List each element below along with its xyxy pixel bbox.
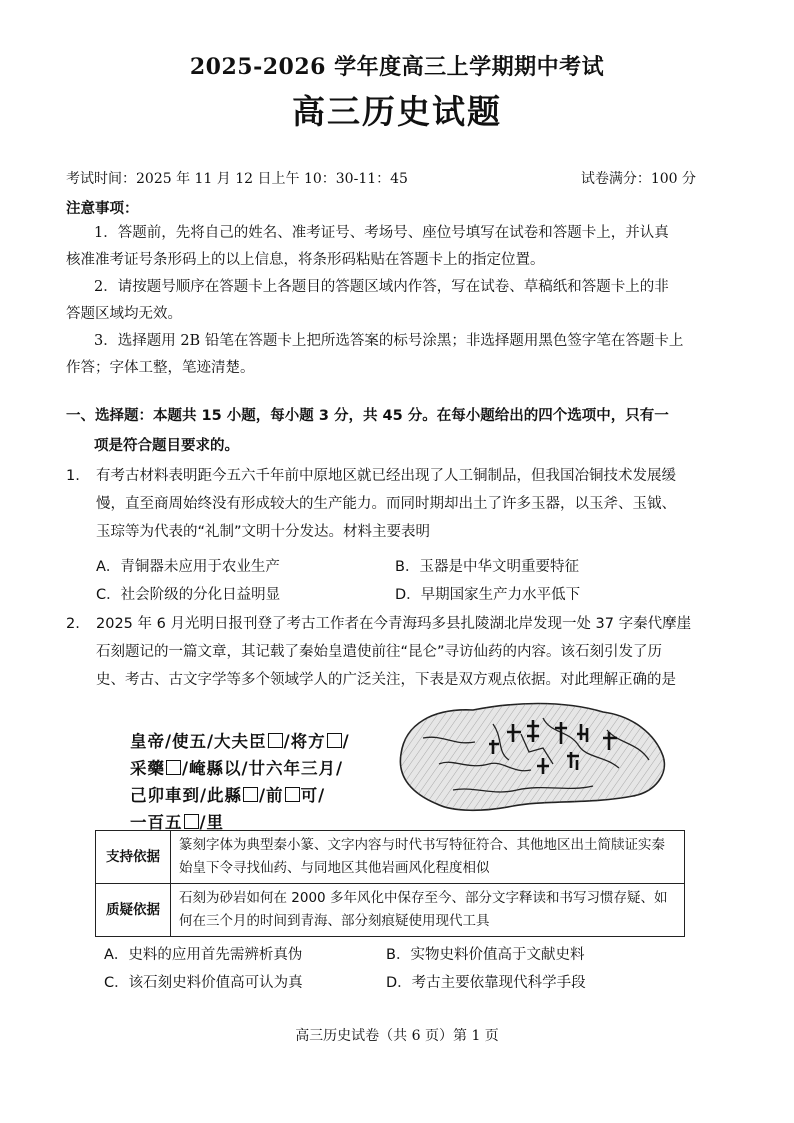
option-b[interactable]: B．玉器是中华文明重要特征 [395, 559, 579, 575]
rock-inscription-image [393, 694, 677, 820]
missing-char-box [327, 733, 342, 748]
notice-line: 1．答题前，先将自己的姓名、准考证号、考场号、座位号填写在试卷和答题卡上，并认真 [94, 225, 669, 241]
support-text: 篆刻字体为典型秦小篆、文字内容与时代书写特征符合、其他地区出土简牍证实秦始皇下令寻找仙药、与同地区其他岩画风化程度相似 [171, 831, 685, 884]
option-b[interactable]: B．实物史料价值高于文献史料 [386, 947, 585, 963]
doubt-label: 质疑依据 [96, 884, 171, 937]
section-heading-cont: 项是符合题目要求的。 [94, 438, 239, 454]
full-score: 试卷满分：100 分 [580, 171, 696, 187]
notice-line: 作答；字体工整，笔迹清楚。 [66, 360, 255, 376]
inscription-transcription [130, 728, 390, 836]
inscription-line: 皇帝/使五/大夫臣 /将方 / [130, 732, 350, 751]
question-text: 慢，直至商周始终没有形成较大的生产能力。而同时期却出土了许多玉器，以玉斧、玉钺、 [96, 496, 676, 512]
doubt-text: 石刻为砂岩如何在 2000 多年风化中保存至今、部分文字释读和书写习惯存疑、如何在三个月的时间到青海、部分刻痕疑使用现代工具 [171, 884, 685, 937]
section-heading: 一、选择题：本题共 15 小题，每小题 3 分，共 45 分。在每小题给出的四个选项中，只有一 [66, 408, 669, 424]
option-d[interactable]: D．考古主要依靠现代科学手段 [386, 975, 586, 991]
missing-char-box [268, 733, 283, 748]
question-text: 2025 年 6 月光明日报刊登了考古工作者在今青海玛多县扎陵湖北岸发现一处 37 字秦代摩崖 [96, 616, 692, 632]
notice-line: 答题区域均无效。 [66, 306, 182, 322]
table-row [96, 884, 685, 937]
exam-time: 考试时间：2025 年 11 月 12 日上午 10：30-11：45 [66, 171, 408, 187]
subject-title: 高三历史试题 [292, 92, 502, 131]
missing-char-box [285, 787, 300, 802]
question-text: 有考古材料表明距今五六千年前中原地区就已经出现了人工铜制品，但我国冶铜技术发展缓 [96, 468, 676, 484]
notice-line: 2．请按题号顺序在答题卡上各题目的答题区域内作答，写在试卷、草稿纸和答题卡上的非 [94, 279, 669, 295]
inscription-line: 一百五 /里 [130, 813, 225, 832]
option-d[interactable]: D．早期国家生产力水平低下 [395, 587, 581, 603]
page-footer: 高三历史试卷（共 6 页）第 1 页 [295, 1028, 499, 1044]
exam-title: 2025-2026 学年度高三上学期期中考试 [189, 54, 605, 80]
question-number: 1. [66, 468, 80, 484]
option-a[interactable]: A．青铜器未应用于农业生产 [96, 559, 280, 575]
question-text: 史、考古、古文字学等多个领域学人的广泛关注，下表是双方观点依据。对此理解正确的是 [96, 672, 676, 688]
missing-char-box [184, 814, 199, 829]
notice-line: 3．选择题用 2B 铅笔在答题卡上把所选答案的标号涂黑；非选择题用黑色签字笔在答题卡上 [94, 333, 684, 349]
notice-heading: 注意事项： [66, 201, 139, 217]
question-text: 玉琮等为代表的“礼制”文明十分发达。材料主要表明 [96, 524, 431, 540]
missing-char-box [243, 787, 258, 802]
option-a[interactable]: A．史料的应用首先需辨析真伪 [104, 947, 303, 963]
inscription-line: 采藥 /崦縣以/廿六年三月/ [130, 759, 344, 778]
table-row [96, 831, 685, 884]
option-c[interactable]: C．社会阶级的分化日益明显 [96, 587, 281, 603]
question-text: 石刻题记的一篇文章，其记载了秦始皇遣使前往“昆仑”寻访仙药的内容。该石刻引发了历 [96, 644, 663, 660]
missing-char-box [166, 760, 181, 775]
evidence-table [95, 830, 685, 937]
question-number: 2. [66, 616, 80, 632]
option-c[interactable]: C．该石刻史料价值高可认为真 [104, 975, 303, 991]
inscription-line: 己卯車到/此縣 /前 可/ [130, 786, 326, 805]
support-label: 支持依据 [96, 831, 171, 884]
notice-line: 核准准考证号条形码上的以上信息，将条形码粘贴在答题卡上的指定位置。 [66, 252, 545, 268]
